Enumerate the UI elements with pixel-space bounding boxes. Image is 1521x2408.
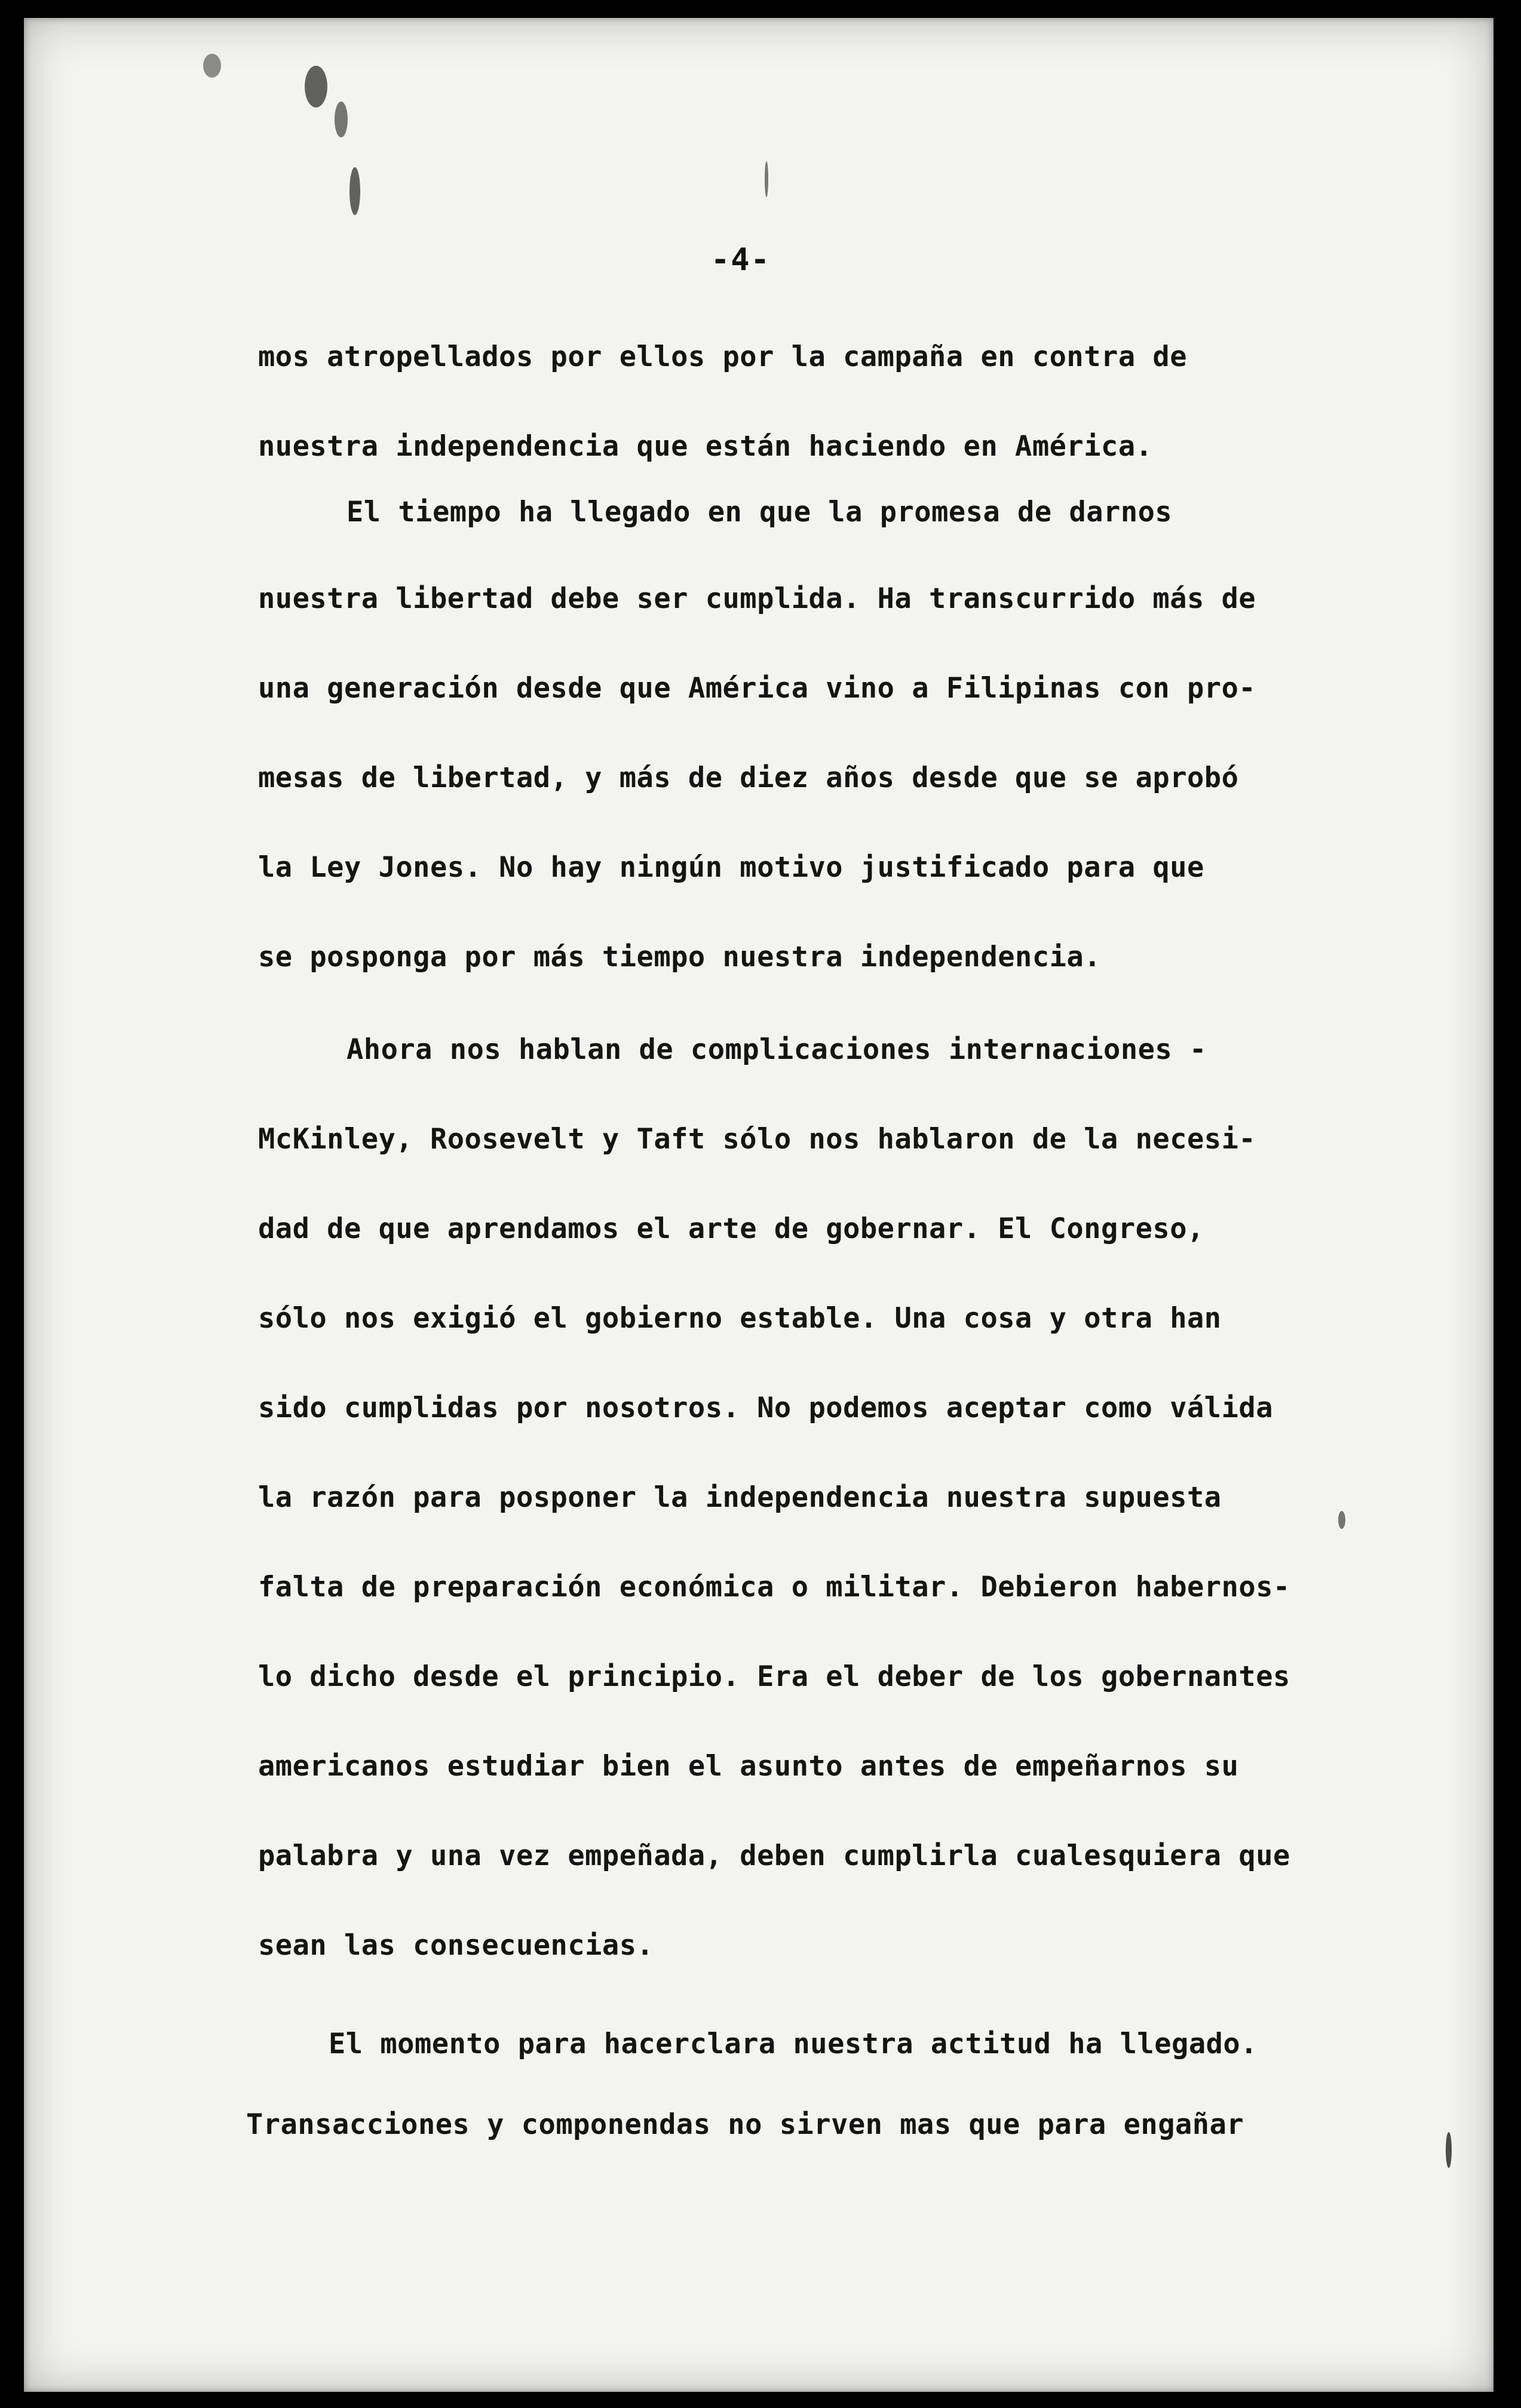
text-line-3: El tiempo ha llegado en que la promesa de darnos <box>346 496 1173 529</box>
text-line-2: nuestra independencia que están haciendo en América. <box>258 430 1153 463</box>
text-line-19: sean las consecuencias. <box>258 1929 654 1962</box>
document-page <box>24 18 1494 2392</box>
text-line-14: la razón para posponer la independencia nuestra supuesta <box>258 1481 1222 1514</box>
text-line-15: falta de preparación económica o militar. Debieron habernos- <box>258 1571 1290 1604</box>
text-line-13: sido cumplidas por nosotros. No podemos aceptar como válida <box>258 1392 1273 1424</box>
text-line-6: mesas de libertad, y más de diez años desde que se aprobó <box>258 761 1239 794</box>
scan-speck <box>1338 1511 1345 1529</box>
text-line-9: Ahora nos hablan de complicaciones internaciones - <box>346 1033 1207 1066</box>
scan-speck <box>305 66 327 108</box>
page-number: -4- <box>711 242 771 278</box>
text-line-7: la Ley Jones. No hay ningún motivo justificado para que <box>258 851 1204 884</box>
scan-speck <box>765 161 768 197</box>
text-line-16: lo dicho desde el principio. Era el deber de los gobernantes <box>258 1660 1290 1693</box>
text-line-17: americanos estudiar bien el asunto antes de empeñarnos su <box>258 1750 1239 1783</box>
text-line-12: sólo nos exigió el gobierno estable. Una cosa y otra han <box>258 1302 1222 1335</box>
scan-speck <box>1446 2132 1452 2168</box>
text-line-21: Transacciones y componendas no sirven mas que para engañar <box>246 2108 1244 2141</box>
text-line-5: una generación desde que América vino a Filipinas con pro- <box>258 672 1256 705</box>
scan-speck <box>203 54 221 78</box>
text-line-18: palabra y una vez empeñada, deben cumplirla cualesquiera que <box>258 1839 1290 1872</box>
scan-speck <box>349 167 360 215</box>
scan-speck <box>335 102 348 137</box>
text-line-10: McKinley, Roosevelt y Taft sólo nos hablaron de la necesi- <box>258 1123 1256 1156</box>
text-line-4: nuestra libertad debe ser cumplida. Ha transcurrido más de <box>258 582 1256 615</box>
text-line-8: se posponga por más tiempo nuestra independencia. <box>258 941 1102 973</box>
text-line-1: mos atropellados por ellos por la campaña en contra de <box>258 340 1188 373</box>
text-line-11: dad de que aprendamos el arte de gobernar. El Congreso, <box>258 1212 1204 1245</box>
text-line-20: El momento para hacerclara nuestra actitud ha llegado. <box>329 2028 1258 2060</box>
